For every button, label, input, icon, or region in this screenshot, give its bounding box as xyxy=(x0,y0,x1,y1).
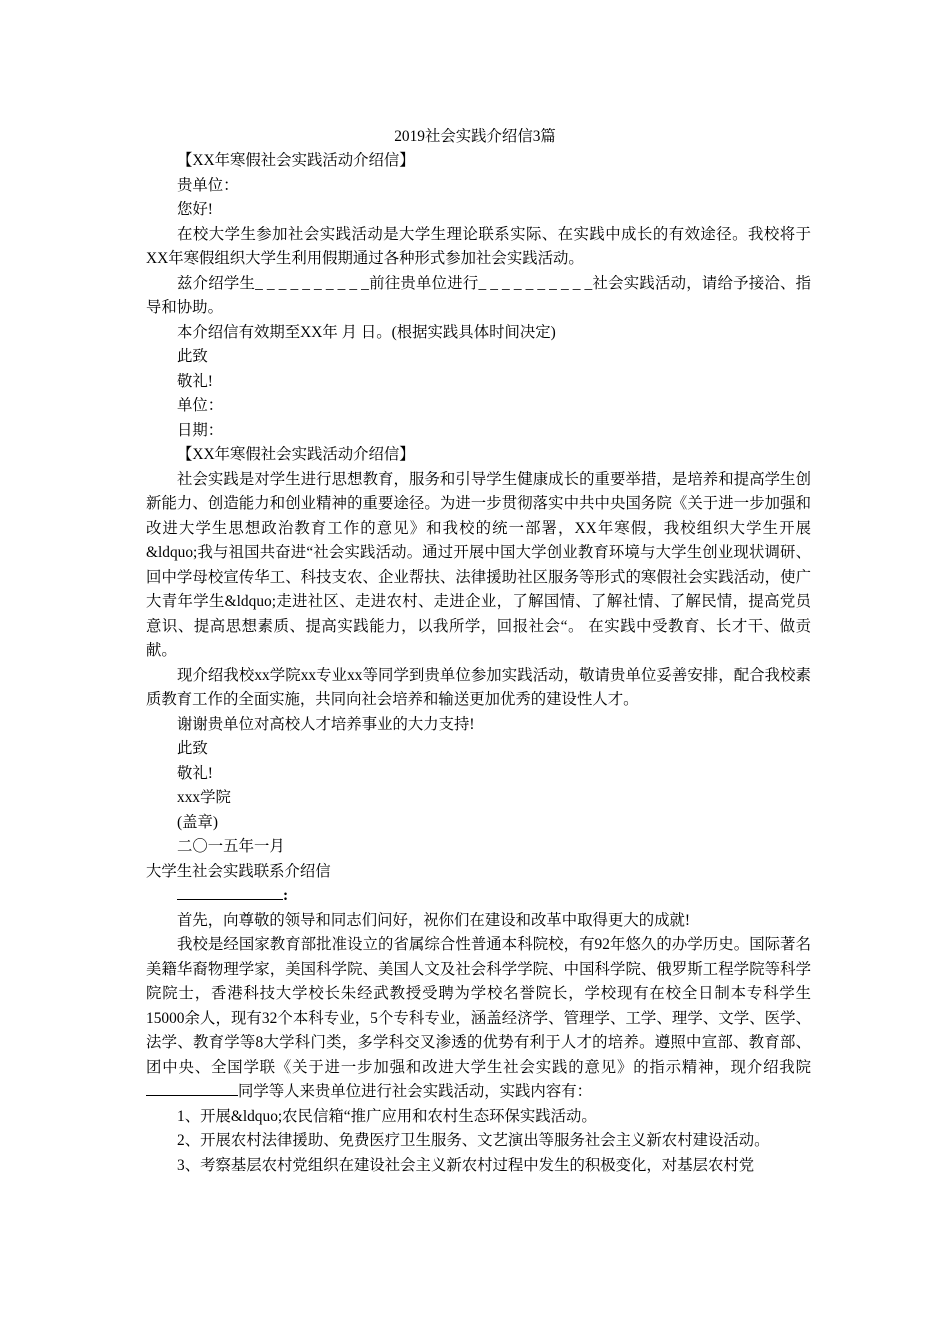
list-item: 1、开展&ldquo;农民信箱“推广应用和农村生态环保实践活动。 xyxy=(177,1107,597,1125)
recipient-blank xyxy=(177,884,283,900)
closing-line: 此致 xyxy=(177,348,208,365)
signature-unit: xxx学院 xyxy=(177,789,231,806)
greeting: 您好! xyxy=(177,201,213,218)
name-blank xyxy=(146,1080,238,1096)
signature-date: 二〇一五年一月 xyxy=(177,838,285,855)
body-paragraph: 社会实践是对学生进行思想教育，服务和引导学生健康成长的重要举措，是培养和提高学生创新能力、创造能力和创业精神的重要途径。为进一步贯彻落实中共中央国务院《关于进一步加强和改进大学生思想政治教育工作的意见》和我校的统一部署，XX年寒假，我校组织大学生开展&ldquo;我与祖国共奋进“社会实践活动。通过开展中国大学创业教育环境与大学生创业现状调研、回中学母校宣传华工、科技支农、企业帮扶、法律援助社区服务等形式的寒假社会实践活动，使广大青年学生&ldquo;走进社区、走进农村、走进企业，了解国情、了解社情、了解民情，提高党员意识、提高思想素质、提高实践能力，以我所学，回报社会“。 在实践中受教育、长才干、做贡献。 xyxy=(146,470,811,659)
body-paragraph: 兹介绍学生_ _ _ _ _ _ _ _ _ _前往贵单位进行_ _ _ _ _ _ _ _ _ _社会实践活动，请给予接洽、指导和协助。 xyxy=(146,274,811,316)
recipient-line xyxy=(146,884,811,909)
closing-line: 此致 xyxy=(177,740,208,757)
document-body xyxy=(146,149,811,1178)
body-paragraph: 谢谢贵单位对高校人才培养事业的大力支持! xyxy=(177,715,475,733)
list-item: 2、开展农村法律援助、免费医疗卫生服务、文艺演出等服务社会主义新农村建设活动。 xyxy=(177,1132,770,1149)
section-heading: 【XX年寒假社会实践活动介绍信】 xyxy=(177,152,415,169)
seal-note: (盖章) xyxy=(177,813,219,831)
section-heading: 【XX年寒假社会实践活动介绍信】 xyxy=(177,446,415,463)
closing-line: 敬礼! xyxy=(177,372,213,390)
body-paragraph: 现介绍我校xx学院xx专业xx等同学到贵单位参加实践活动，敬请贵单位妥善安排，配合我校素质教育工作的全面实施，共同向社会培养和输送更加优秀的建设性人才。 xyxy=(146,666,811,708)
document-title: 2019社会实践介绍信3篇 xyxy=(394,128,556,145)
section-heading: 大学生社会实践联系介绍信 xyxy=(146,862,331,880)
body-text: 我校是经国家教育部批准设立的省属综合性普通本科院校，有92年悠久的办学历史。国际著名美籍华裔物理学家，美国科学院、美国人文及社会科学学院、中国科学院、俄罗斯工程学院等科学院院士，香港科技大学校长朱经武教授受聘为学校名誉院长，学校现有在校全日制本专科学生15000余人，现有32个本科专业，5个专科专业，涵盖经济学、管理学、工学、理学、文学、医学、法学、教育学等8大学科门类，多学科交叉渗透的优势有利于人才的培养。遵照中宣部、教育部、团中央、全国学联《关于进一步加强和改进大学生社会实践的意见》的指示精神，现介绍我院 xyxy=(146,936,811,1076)
recipient-colon: : xyxy=(283,887,289,904)
salutation: 贵单位： xyxy=(177,176,239,194)
body-paragraph xyxy=(146,933,811,1105)
signature-date: 日期： xyxy=(177,421,224,439)
signature-unit: 单位： xyxy=(177,397,224,414)
body-text: 同学等人来贵单位进行社会实践活动，实践内容有： xyxy=(238,1083,592,1100)
validity-note: 本介绍信有效期至XX年 月 日。(根据实践具体时间决定) xyxy=(177,323,556,341)
closing-line: 敬礼! xyxy=(177,764,213,782)
list-item: 3、考察基层农村党组织在建设社会主义新农村过程中发生的积极变化，对基层农村党 xyxy=(177,1156,755,1174)
body-paragraph: 在校大学生参加社会实践活动是大学生理论联系实际、在实践中成长的有效途径。我校将于XX年寒假组织大学生利用假期通过各种形式参加社会实践活动。 xyxy=(146,225,811,267)
body-paragraph: 首先，向尊敬的领导和同志们问好，祝你们在建设和改革中取得更大的成就! xyxy=(177,911,691,929)
